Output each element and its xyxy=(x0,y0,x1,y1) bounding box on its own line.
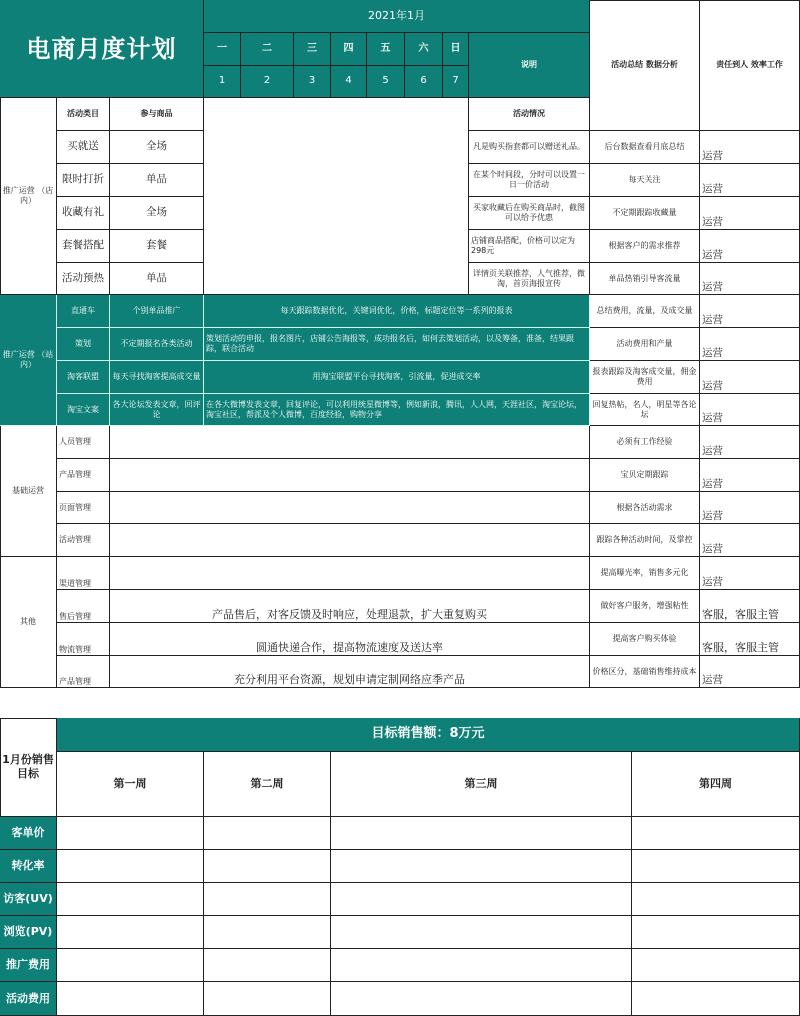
activity-type: 淘宝文案 xyxy=(57,394,110,426)
activity-type: 页面管理 xyxy=(57,492,110,524)
metric-cell[interactable] xyxy=(204,817,331,850)
weekday-cell: 四 xyxy=(331,33,367,66)
weekday-cell: 一 xyxy=(204,33,241,66)
activity-detail xyxy=(110,557,590,590)
summary-header: 活动总结 数据分析 xyxy=(590,0,700,131)
metric-cell[interactable] xyxy=(331,982,632,1016)
activity-detail xyxy=(110,426,590,459)
week-header: 第一周 xyxy=(57,752,204,817)
activity-owner: 客服，客服主管 xyxy=(700,590,800,623)
activity-summary: 报表跟踪及淘客成交量，佣金费用 xyxy=(590,361,700,394)
metric-cell[interactable] xyxy=(632,883,800,916)
metric-cell[interactable] xyxy=(331,916,632,949)
section-label-instore: 推广运营 （店内） xyxy=(0,98,57,295)
activity-type: 产品管理 xyxy=(57,459,110,492)
section-label-onsite: 推广运营 （站内） xyxy=(0,295,57,426)
month-header: 2021年1月 xyxy=(204,0,590,33)
activity-type: 套餐搭配 xyxy=(57,230,110,263)
activity-summary: 后台数据查看月底总结 xyxy=(590,131,700,164)
activity-owner: 运营 xyxy=(700,230,800,263)
activity-summary: 价格区分，基础销售维持成本 xyxy=(590,656,700,688)
metric-cell[interactable] xyxy=(632,949,800,982)
activity-detail xyxy=(110,459,590,492)
col-header-status: 活动情况 xyxy=(469,98,590,131)
page-title: 电商月度计划 xyxy=(0,0,204,98)
metric-cell[interactable] xyxy=(632,916,800,949)
activity-summary: 根据各活动需求 xyxy=(590,492,700,524)
metric-label: 转化率 xyxy=(0,850,57,883)
metric-label: 浏览(PV) xyxy=(0,916,57,949)
sales-target: 目标销售额：8万元 xyxy=(57,718,800,752)
metric-label: 活动费用 xyxy=(0,982,57,1016)
desc-header: 说明 xyxy=(469,33,590,98)
activity-summary: 每天关注 xyxy=(590,164,700,197)
activity-owner: 运营 xyxy=(700,197,800,230)
metric-label: 推广费用 xyxy=(0,949,57,982)
activity-owner: 运营 xyxy=(700,492,800,524)
activity-owner: 运营 xyxy=(700,459,800,492)
activity-owner: 运营 xyxy=(700,295,800,328)
activity-type: 渠道管理 xyxy=(57,557,110,590)
activity-goods: 套餐 xyxy=(110,230,204,263)
activity-desc: 用淘宝联盟平台寻找淘客，引流量，促进成交率 xyxy=(204,361,590,394)
metric-label: 客单价 xyxy=(0,817,57,850)
activity-type: 售后管理 xyxy=(57,590,110,623)
activity-summary: 提高客户购买体验 xyxy=(590,623,700,656)
activity-summary: 提高曝光率，销售多元化 xyxy=(590,557,700,590)
date-cell: 6 xyxy=(405,66,443,98)
activity-type: 活动管理 xyxy=(57,524,110,557)
metric-cell[interactable] xyxy=(57,883,204,916)
activity-type: 收藏有礼 xyxy=(57,197,110,230)
activity-status: 在某个时间段，分时可以设置一日一价活动 xyxy=(469,164,590,197)
metric-cell[interactable] xyxy=(57,916,204,949)
activity-owner: 运营 xyxy=(700,394,800,426)
metric-cell[interactable] xyxy=(632,982,800,1016)
activity-status: 详情页关联推荐，人气推荐，微淘，首页海报宣传 xyxy=(469,263,590,295)
activity-owner: 运营 xyxy=(700,328,800,361)
date-cell: 2 xyxy=(241,66,294,98)
date-cell: 7 xyxy=(443,66,469,98)
activity-summary: 宝贝定期跟踪 xyxy=(590,459,700,492)
metric-cell[interactable] xyxy=(204,916,331,949)
activity-summary: 总结费用，流量，及成交量 xyxy=(590,295,700,328)
activity-summary: 做好客户服务，增强粘性 xyxy=(590,590,700,623)
activity-summary: 单品热销引导客流量 xyxy=(590,263,700,295)
activity-type: 淘客联盟 xyxy=(57,361,110,394)
section-label-basic: 基础运营 xyxy=(0,426,57,557)
metric-cell[interactable] xyxy=(57,982,204,1016)
metric-cell[interactable] xyxy=(204,949,331,982)
date-cell: 4 xyxy=(331,66,367,98)
activity-goods: 全场 xyxy=(110,131,204,164)
metric-cell[interactable] xyxy=(331,850,632,883)
metric-cell[interactable] xyxy=(204,982,331,1016)
activity-desc: 每天跟踪数据优化，关键词优化，价格，标题定位等一系列的报表 xyxy=(204,295,590,328)
activity-summary: 跟踪各种活动时间，及掌控 xyxy=(590,524,700,557)
activity-goods: 单品 xyxy=(110,263,204,295)
date-cell: 5 xyxy=(367,66,405,98)
activity-detail xyxy=(110,524,590,557)
activity-type: 物流管理 xyxy=(57,623,110,656)
col-header-type: 活动类目 xyxy=(57,98,110,131)
activity-type: 买就送 xyxy=(57,131,110,164)
activity-status: 买家收藏后在购买商品时，截图可以给予优惠 xyxy=(469,197,590,230)
activity-status: 店铺商品搭配，价格可以定为298元 xyxy=(469,230,590,263)
activity-summary: 根据客户的需求推荐 xyxy=(590,230,700,263)
activity-type: 策划 xyxy=(57,328,110,361)
week-header: 第三周 xyxy=(331,752,632,817)
metric-cell[interactable] xyxy=(204,883,331,916)
activity-goods: 各大论坛发表文章，回评论 xyxy=(110,394,204,426)
section-label-other: 其他 xyxy=(0,557,57,688)
activity-type: 活动预热 xyxy=(57,263,110,295)
activity-detail: 充分利用平台资源，规划申请定制网络应季产品 xyxy=(110,656,590,688)
metric-cell[interactable] xyxy=(331,817,632,850)
metric-label: 访客(UV) xyxy=(0,883,57,916)
activity-owner: 运营 xyxy=(700,361,800,394)
owner-header: 责任到人 效率工作 xyxy=(700,0,800,131)
activity-owner: 运营 xyxy=(700,426,800,459)
activity-desc: 在各大微博发表文章，回复评论，可以利用统星微博等，例如新浪，腾讯，人人网，天涯社区，淘宝论坛，淘宝社区，帮派及个人微博，百度经验，购物分享 xyxy=(204,394,590,426)
weekday-cell: 日 xyxy=(443,33,469,66)
activity-summary: 必须有工作经验 xyxy=(590,426,700,459)
activity-detail: 圆通快递合作，提高物流速度及送达率 xyxy=(110,623,590,656)
activity-detail xyxy=(110,492,590,524)
activity-detail: 产品售后，对客反馈及时响应，处理退款，扩大重复购买 xyxy=(110,590,590,623)
date-cell: 3 xyxy=(294,66,331,98)
metric-cell[interactable] xyxy=(57,949,204,982)
activity-desc: 策划活动的申报，报名图片，店铺公告海报等，成功报名后，如何去策划活动，以及筹备，准备，结果跟踪，联合活动 xyxy=(204,328,590,361)
activity-type: 产品管理 xyxy=(57,656,110,688)
week-header: 第二周 xyxy=(204,752,331,817)
sales-label: 1月份销售目标 xyxy=(0,718,57,817)
activity-type: 直通车 xyxy=(57,295,110,328)
weekday-cell: 三 xyxy=(294,33,331,66)
activity-goods: 个别单品推广 xyxy=(110,295,204,328)
activity-summary: 活动费用和产量 xyxy=(590,328,700,361)
metric-cell[interactable] xyxy=(57,817,204,850)
col-header-goods: 参与商品 xyxy=(110,98,204,131)
weekday-cell: 二 xyxy=(241,33,294,66)
activity-owner: 运营 xyxy=(700,263,800,295)
week-header: 第四周 xyxy=(632,752,800,817)
weekday-cell: 六 xyxy=(405,33,443,66)
metric-cell[interactable] xyxy=(632,817,800,850)
activity-status: 凡是购买指套都可以赠送礼品。 xyxy=(469,131,590,164)
metric-cell[interactable] xyxy=(331,883,632,916)
activity-owner: 运营 xyxy=(700,656,800,688)
activity-owner: 客服，客服主管 xyxy=(700,623,800,656)
metric-cell[interactable] xyxy=(204,850,331,883)
activity-goods: 全场 xyxy=(110,197,204,230)
activity-goods: 不定期报名各类活动 xyxy=(110,328,204,361)
activity-goods: 单品 xyxy=(110,164,204,197)
activity-type: 限时打折 xyxy=(57,164,110,197)
activity-goods: 每天寻找淘客提高成交量 xyxy=(110,361,204,394)
activity-owner: 运营 xyxy=(700,524,800,557)
weekday-cell: 五 xyxy=(367,33,405,66)
calendar-area xyxy=(204,98,469,295)
date-cell: 1 xyxy=(204,66,241,98)
metric-cell[interactable] xyxy=(632,850,800,883)
activity-summary: 回复热帖，名人，明星等各论坛 xyxy=(590,394,700,426)
metric-cell[interactable] xyxy=(57,850,204,883)
activity-owner: 运营 xyxy=(700,164,800,197)
metric-cell[interactable] xyxy=(331,949,632,982)
activity-owner: 运营 xyxy=(700,557,800,590)
activity-type: 人员管理 xyxy=(57,426,110,459)
activity-owner: 运营 xyxy=(700,131,800,164)
activity-summary: 不定期跟踪收藏量 xyxy=(590,197,700,230)
